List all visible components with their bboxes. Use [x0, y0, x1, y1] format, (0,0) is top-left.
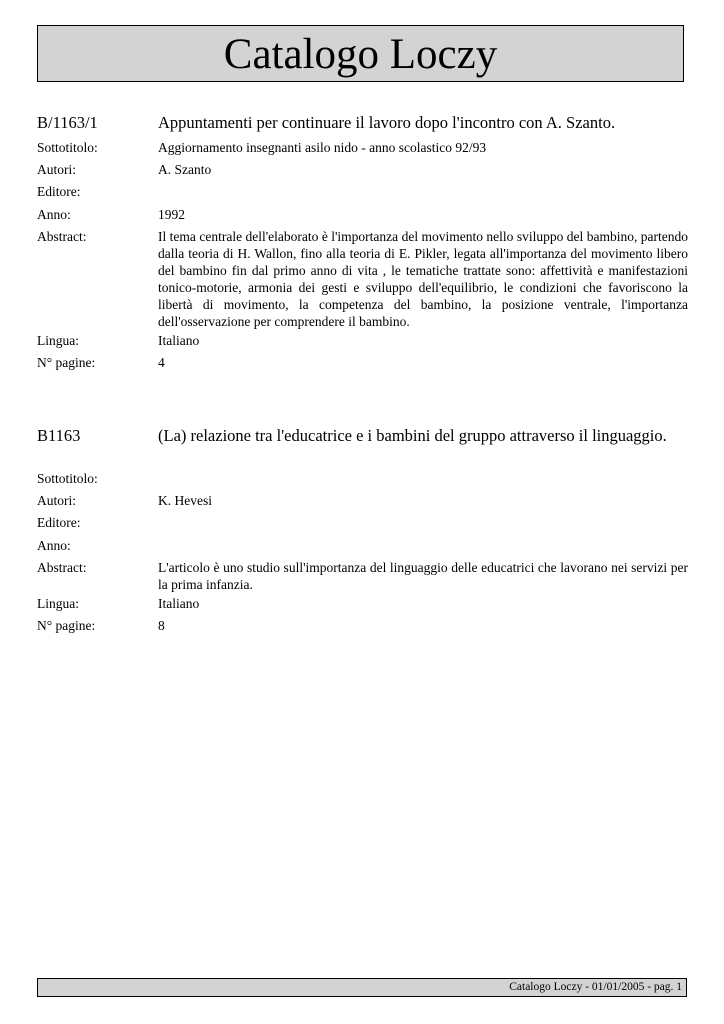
record-header [37, 426, 688, 446]
authors-label: Autori: [37, 162, 76, 177]
pages-value: 8 [158, 618, 165, 633]
catalog-record [37, 426, 688, 634]
year-value [158, 537, 688, 554]
subtitle-label: Sottotitolo: [37, 140, 98, 155]
page-footer: Catalogo Loczy - 01/01/2005 - pag. 1 [37, 978, 687, 997]
year-label: Anno: [37, 538, 71, 553]
language-label: Lingua: [37, 333, 79, 348]
year-row [37, 206, 688, 223]
year-value: 1992 [158, 207, 185, 222]
year-row [37, 537, 688, 554]
authors-label: Autori: [37, 493, 76, 508]
publisher-value [158, 514, 688, 531]
pages-label: N° pagine: [37, 355, 96, 370]
authors-value: K. Hevesi [158, 493, 212, 508]
catalog-record [37, 113, 688, 371]
pages-row [37, 617, 688, 634]
page-title: Catalogo Loczy [223, 31, 498, 78]
publisher-row [37, 514, 688, 531]
publisher-value [158, 183, 688, 200]
authors-row [37, 492, 688, 509]
record-code: B1163 [37, 426, 81, 445]
publisher-label: Editore: [37, 184, 81, 199]
language-value: Italiano [158, 596, 200, 611]
publisher-label: Editore: [37, 515, 81, 530]
abstract-row [37, 559, 688, 593]
subtitle-value: Aggiornamento insegnanti asilo nido - anno scolastico 92/93 [158, 140, 487, 155]
record-title: Appuntamenti per continuare il lavoro dopo l'incontro con A. Szanto. [158, 113, 616, 132]
language-value: Italiano [158, 333, 200, 348]
subtitle-value [158, 470, 688, 487]
publisher-row [37, 183, 688, 200]
authors-row [37, 161, 688, 178]
abstract-value: Il tema centrale dell'elaborato è l'importanza del movimento nello sviluppo del bambino, partendo dalla teoria di H. Wallon, fino alla teoria di E. Pikler, legata all'importanza del movimento libero del bambino fin dal primo anno di vita , le tematiche trattate sono: affettività e manifestazioni tonico-motorie, armonia dei gesti e sviluppo dell'equilibrio, le condizioni che favoriscono la libertà di movimento, la competenza del bambino, la posizione ventrale, l'importanza dell'osservazione per comprendere il bambino. [158, 229, 688, 329]
abstract-value: L'articolo è uno studio sull'importanza del linguaggio delle educatrici che lavorano nei servizi per la prima infanzia. [158, 560, 688, 592]
abstract-label: Abstract: [37, 560, 87, 575]
record-code: B/1163/1 [37, 113, 98, 132]
authors-value: A. Szanto [158, 162, 212, 177]
record-header [37, 113, 688, 133]
pages-label: N° pagine: [37, 618, 96, 633]
pages-value: 4 [158, 355, 165, 370]
year-label: Anno: [37, 207, 71, 222]
pages-row [37, 354, 688, 371]
abstract-row [37, 228, 688, 330]
header-box [37, 25, 684, 82]
subtitle-label: Sottotitolo: [37, 471, 98, 486]
language-label: Lingua: [37, 596, 79, 611]
language-row [37, 332, 688, 349]
abstract-label: Abstract: [37, 229, 87, 244]
subtitle-row [37, 470, 688, 487]
subtitle-row [37, 139, 688, 156]
language-row [37, 595, 688, 612]
record-title: (La) relazione tra l'educatrice e i bambini del gruppo attraverso il linguaggio. [158, 426, 667, 445]
